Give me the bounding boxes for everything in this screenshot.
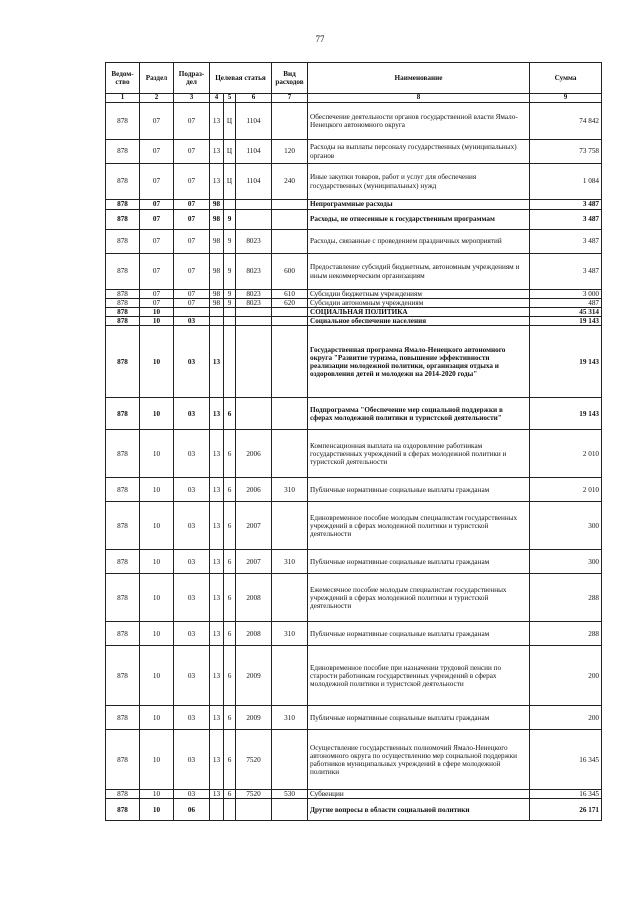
name-cell: Субсидии бюджетным учреждениям [308, 290, 530, 299]
vid-cell: 610 [272, 290, 308, 299]
target-subprogram-cell: 6 [224, 622, 236, 646]
table-row [106, 103, 602, 140]
target-subprogram-cell: 6 [224, 478, 236, 502]
target-subprogram-cell: 6 [224, 398, 236, 430]
vid-cell [272, 502, 308, 550]
table-row [106, 430, 602, 478]
razdel-cell: 10 [140, 799, 174, 821]
target-program-cell: 13 [210, 646, 224, 706]
vid-cell: 310 [272, 478, 308, 502]
target-subprogram-cell: 6 [224, 730, 236, 790]
target-code-cell [236, 799, 272, 821]
target-subprogram-cell: 6 [224, 706, 236, 730]
target-program-cell: 13 [210, 730, 224, 790]
razdel-cell: 07 [140, 254, 174, 290]
table-row [106, 799, 602, 821]
target-code-cell: 2007 [236, 550, 272, 574]
target-program-cell: 13 [210, 574, 224, 622]
razdel-cell: 07 [140, 290, 174, 299]
podrazdel-cell: 07 [174, 299, 210, 308]
header-row [106, 63, 602, 94]
vid-cell: 530 [272, 790, 308, 799]
podrazdel-cell: 07 [174, 200, 210, 210]
target-subprogram-cell: Ц [224, 103, 236, 140]
name-cell: Непрограммные расходы [308, 200, 530, 210]
table-row [106, 646, 602, 706]
target-code-cell [236, 210, 272, 230]
sum-cell: 3 487 [530, 200, 602, 210]
sum-cell: 487 [530, 299, 602, 308]
sum-cell: 200 [530, 646, 602, 706]
target-code-cell: 2009 [236, 706, 272, 730]
table-row [106, 210, 602, 230]
column-number: 2 [140, 94, 174, 103]
ved-cell: 878 [106, 622, 140, 646]
podrazdel-cell: 07 [174, 140, 210, 164]
target-program-cell: 13 [210, 398, 224, 430]
name-cell: Ежемесячное пособие молодым специалистам государственных учреждений в сферах молодежной политики и туристской деятельности [308, 574, 530, 622]
header-ved: Ведом-ство [106, 63, 140, 94]
podrazdel-cell: 03 [174, 550, 210, 574]
ved-cell: 878 [106, 502, 140, 550]
table-row [106, 164, 602, 200]
table-row [106, 200, 602, 210]
sum-cell: 3 487 [530, 230, 602, 254]
column-number: 8 [308, 94, 530, 103]
name-cell: Расходы на выплаты персоналу государственных (муниципальных) органов [308, 140, 530, 164]
target-subprogram-cell: 6 [224, 502, 236, 550]
ved-cell: 878 [106, 790, 140, 799]
podrazdel-cell: 03 [174, 646, 210, 706]
ved-cell: 878 [106, 290, 140, 299]
podrazdel-cell: 07 [174, 254, 210, 290]
name-cell: Публичные нормативные социальные выплаты гражданам [308, 622, 530, 646]
podrazdel-cell: 07 [174, 164, 210, 200]
target-subprogram-cell [224, 799, 236, 821]
name-cell: Обеспечение деятельности органов государственной власти Ямало-Ненецкого автономного округа [308, 103, 530, 140]
ved-cell: 878 [106, 164, 140, 200]
vid-cell [272, 103, 308, 140]
table-body [106, 103, 602, 821]
target-code-cell [236, 200, 272, 210]
ved-cell: 878 [106, 398, 140, 430]
target-subprogram-cell: 6 [224, 574, 236, 622]
ved-cell: 878 [106, 317, 140, 326]
ved-cell: 878 [106, 299, 140, 308]
sum-cell: 16 345 [530, 730, 602, 790]
name-cell: Единовременное пособие при назначении трудовой пенсии по старости работникам государственных учреждений в сферах молодежной политики и туристской деятельности [308, 646, 530, 706]
table-row [106, 299, 602, 308]
table-row [106, 790, 602, 799]
razdel-cell: 07 [140, 103, 174, 140]
target-program-cell: 13 [210, 790, 224, 799]
razdel-cell: 10 [140, 574, 174, 622]
vid-cell [272, 308, 308, 317]
target-subprogram-cell [224, 308, 236, 317]
podrazdel-cell: 03 [174, 478, 210, 502]
name-cell: Другие вопросы в области социальной политики [308, 799, 530, 821]
vid-cell: 600 [272, 254, 308, 290]
name-cell: Субсидии автономным учреждениям [308, 299, 530, 308]
header-name: Наименование [308, 63, 530, 94]
target-program-cell [210, 317, 224, 326]
target-subprogram-cell: Ц [224, 164, 236, 200]
ved-cell: 878 [106, 103, 140, 140]
sum-cell: 19 143 [530, 398, 602, 430]
vid-cell: 240 [272, 164, 308, 200]
table-row [106, 290, 602, 299]
target-subprogram-cell: 6 [224, 646, 236, 706]
razdel-cell: 07 [140, 164, 174, 200]
vid-cell [272, 799, 308, 821]
podrazdel-cell: 03 [174, 430, 210, 478]
page-number: 77 [315, 34, 325, 44]
razdel-cell: 10 [140, 478, 174, 502]
vid-cell: 620 [272, 299, 308, 308]
header-vid: Вид расходов [272, 63, 308, 94]
podrazdel-cell: 03 [174, 574, 210, 622]
razdel-cell: 07 [140, 210, 174, 230]
column-number: 1 [106, 94, 140, 103]
sum-cell: 3 487 [530, 210, 602, 230]
column-number-row [106, 94, 602, 103]
table-row [106, 317, 602, 326]
target-program-cell: 13 [210, 164, 224, 200]
column-number: 3 [174, 94, 210, 103]
target-program-cell [210, 308, 224, 317]
target-code-cell: 1104 [236, 164, 272, 200]
table-row [106, 308, 602, 317]
target-code-cell: 7520 [236, 730, 272, 790]
sum-cell: 3 000 [530, 290, 602, 299]
vid-cell [272, 210, 308, 230]
ved-cell: 878 [106, 140, 140, 164]
vid-cell [272, 574, 308, 622]
header-sum: Сумма [530, 63, 602, 94]
sum-cell: 1 084 [530, 164, 602, 200]
target-program-cell: 98 [210, 254, 224, 290]
target-subprogram-cell: 6 [224, 790, 236, 799]
razdel-cell: 10 [140, 308, 174, 317]
target-program-cell: 13 [210, 326, 224, 398]
sum-cell: 300 [530, 550, 602, 574]
razdel-cell: 10 [140, 730, 174, 790]
target-subprogram-cell: 6 [224, 430, 236, 478]
target-code-cell [236, 326, 272, 398]
razdel-cell: 07 [140, 230, 174, 254]
ved-cell: 878 [106, 230, 140, 254]
ved-cell: 878 [106, 799, 140, 821]
vid-cell [272, 200, 308, 210]
sum-cell: 2 010 [530, 478, 602, 502]
razdel-cell: 10 [140, 646, 174, 706]
target-subprogram-cell: 9 [224, 299, 236, 308]
target-code-cell [236, 398, 272, 430]
target-code-cell: 2009 [236, 646, 272, 706]
podrazdel-cell: 06 [174, 799, 210, 821]
target-program-cell: 13 [210, 622, 224, 646]
target-program-cell: 13 [210, 502, 224, 550]
target-program-cell: 98 [210, 200, 224, 210]
target-code-cell: 1104 [236, 140, 272, 164]
header-target: Целевая статья [210, 63, 272, 94]
razdel-cell: 07 [140, 200, 174, 210]
ved-cell: 878 [106, 308, 140, 317]
ved-cell: 878 [106, 574, 140, 622]
sum-cell: 26 171 [530, 799, 602, 821]
name-cell: СОЦИАЛЬНАЯ ПОЛИТИКА [308, 308, 530, 317]
target-code-cell: 8023 [236, 299, 272, 308]
podrazdel-cell: 03 [174, 398, 210, 430]
header-razdel: Раздел [140, 63, 174, 94]
target-code-cell [236, 317, 272, 326]
razdel-cell: 10 [140, 706, 174, 730]
table-row [106, 230, 602, 254]
podrazdel-cell: 07 [174, 290, 210, 299]
table-row [106, 622, 602, 646]
name-cell: Единовременное пособие молодым специалистам государственных учреждений в сферах молодежной политики и туристской деятельности [308, 502, 530, 550]
podrazdel-cell: 03 [174, 730, 210, 790]
ved-cell: 878 [106, 210, 140, 230]
vid-cell [272, 326, 308, 398]
table-row [106, 398, 602, 430]
name-cell: Осуществление государственных полномочий Ямало-Ненецкого автономного округа по осуществлению мер социальной поддержки работников муниципальных учреждений в сфере молодежной политики [308, 730, 530, 790]
razdel-cell: 07 [140, 140, 174, 164]
podrazdel-cell: 03 [174, 502, 210, 550]
razdel-cell: 07 [140, 299, 174, 308]
vid-cell [272, 430, 308, 478]
razdel-cell: 10 [140, 790, 174, 799]
target-code-cell: 7520 [236, 790, 272, 799]
razdel-cell: 10 [140, 430, 174, 478]
name-cell: Субвенции [308, 790, 530, 799]
ved-cell: 878 [106, 646, 140, 706]
table-row [106, 254, 602, 290]
sum-cell: 45 314 [530, 308, 602, 317]
table-row [106, 502, 602, 550]
name-cell: Социальное обеспечение населения [308, 317, 530, 326]
ved-cell: 878 [106, 430, 140, 478]
target-program-cell [210, 799, 224, 821]
name-cell: Государственная программа Ямало-Ненецкого автономного округа "Развитие туризма, повышение эффективности реализации молодежной политики, организация отдыха и оздоровления детей и молодежи на 2014-2020 годы" [308, 326, 530, 398]
name-cell: Предоставление субсидий бюджетным, автономным учреждениям и иным некоммерческим организациям [308, 254, 530, 290]
table-row [106, 730, 602, 790]
column-number: 5 [224, 94, 236, 103]
ved-cell: 878 [106, 200, 140, 210]
podrazdel-cell: 03 [174, 326, 210, 398]
target-program-cell: 13 [210, 430, 224, 478]
podrazdel-cell [174, 308, 210, 317]
target-program-cell: 98 [210, 210, 224, 230]
razdel-cell: 10 [140, 622, 174, 646]
podrazdel-cell: 03 [174, 622, 210, 646]
target-program-cell: 98 [210, 290, 224, 299]
header-podrazdel: Подраз-дел [174, 63, 210, 94]
sum-cell: 200 [530, 706, 602, 730]
target-program-cell: 13 [210, 550, 224, 574]
target-program-cell: 13 [210, 140, 224, 164]
name-cell: Подпрограмма "Обеспечение мер социальной поддержки в сферах молодежной политики и туристской деятельности" [308, 398, 530, 430]
podrazdel-cell: 07 [174, 210, 210, 230]
sum-cell: 19 143 [530, 326, 602, 398]
ved-cell: 878 [106, 326, 140, 398]
target-program-cell: 98 [210, 299, 224, 308]
table-row [106, 478, 602, 502]
name-cell: Расходы, связанные с проведением праздничных мероприятий [308, 230, 530, 254]
podrazdel-cell: 03 [174, 790, 210, 799]
column-number: 4 [210, 94, 224, 103]
ved-cell: 878 [106, 706, 140, 730]
podrazdel-cell: 03 [174, 317, 210, 326]
target-code-cell: 2008 [236, 574, 272, 622]
vid-cell [272, 230, 308, 254]
target-subprogram-cell: 9 [224, 230, 236, 254]
name-cell: Публичные нормативные социальные выплаты гражданам [308, 550, 530, 574]
sum-cell: 288 [530, 574, 602, 622]
vid-cell [272, 646, 308, 706]
target-code-cell: 2008 [236, 622, 272, 646]
target-code-cell: 8023 [236, 290, 272, 299]
podrazdel-cell: 03 [174, 706, 210, 730]
target-code-cell: 2006 [236, 430, 272, 478]
column-number: 7 [272, 94, 308, 103]
table-row [106, 574, 602, 622]
name-cell: Иные закупки товаров, работ и услуг для обеспечения государственных (муниципальных) нужд [308, 164, 530, 200]
name-cell: Публичные нормативные социальные выплаты гражданам [308, 706, 530, 730]
target-subprogram-cell: Ц [224, 140, 236, 164]
target-subprogram-cell: 6 [224, 550, 236, 574]
column-number: 9 [530, 94, 602, 103]
sum-cell: 3 487 [530, 254, 602, 290]
name-cell: Расходы, не отнесенные к государственным программам [308, 210, 530, 230]
sum-cell: 288 [530, 622, 602, 646]
vid-cell: 310 [272, 706, 308, 730]
vid-cell [272, 317, 308, 326]
sum-cell: 73 758 [530, 140, 602, 164]
target-code-cell: 8023 [236, 230, 272, 254]
target-program-cell: 13 [210, 478, 224, 502]
ved-cell: 878 [106, 550, 140, 574]
ved-cell: 878 [106, 478, 140, 502]
ved-cell: 878 [106, 254, 140, 290]
target-subprogram-cell: 9 [224, 290, 236, 299]
target-code-cell: 1104 [236, 103, 272, 140]
table-row [106, 550, 602, 574]
target-subprogram-cell [224, 326, 236, 398]
vid-cell: 310 [272, 622, 308, 646]
sum-cell: 74 842 [530, 103, 602, 140]
razdel-cell: 10 [140, 550, 174, 574]
table-row [106, 706, 602, 730]
vid-cell [272, 398, 308, 430]
target-code-cell: 2006 [236, 478, 272, 502]
column-number: 6 [236, 94, 272, 103]
target-code-cell: 8023 [236, 254, 272, 290]
sum-cell: 2 010 [530, 430, 602, 478]
target-program-cell: 13 [210, 706, 224, 730]
target-program-cell: 13 [210, 103, 224, 140]
target-subprogram-cell: 9 [224, 254, 236, 290]
target-code-cell: 2007 [236, 502, 272, 550]
vid-cell: 120 [272, 140, 308, 164]
table-row [106, 326, 602, 398]
vid-cell: 310 [272, 550, 308, 574]
sum-cell: 300 [530, 502, 602, 550]
target-code-cell [236, 308, 272, 317]
razdel-cell: 10 [140, 398, 174, 430]
target-program-cell: 98 [210, 230, 224, 254]
target-subprogram-cell [224, 200, 236, 210]
vid-cell [272, 730, 308, 790]
podrazdel-cell: 07 [174, 230, 210, 254]
razdel-cell: 10 [140, 317, 174, 326]
name-cell: Компенсационная выплата на оздоровление работникам государственных учреждений в сферах молодежной политики и туристской деятельности [308, 430, 530, 478]
sum-cell: 16 345 [530, 790, 602, 799]
table-row [106, 140, 602, 164]
razdel-cell: 10 [140, 326, 174, 398]
target-subprogram-cell [224, 317, 236, 326]
budget-table [105, 62, 602, 821]
name-cell: Публичные нормативные социальные выплаты гражданам [308, 478, 530, 502]
razdel-cell: 10 [140, 502, 174, 550]
sum-cell: 19 143 [530, 317, 602, 326]
ved-cell: 878 [106, 730, 140, 790]
podrazdel-cell: 07 [174, 103, 210, 140]
target-subprogram-cell: 9 [224, 210, 236, 230]
